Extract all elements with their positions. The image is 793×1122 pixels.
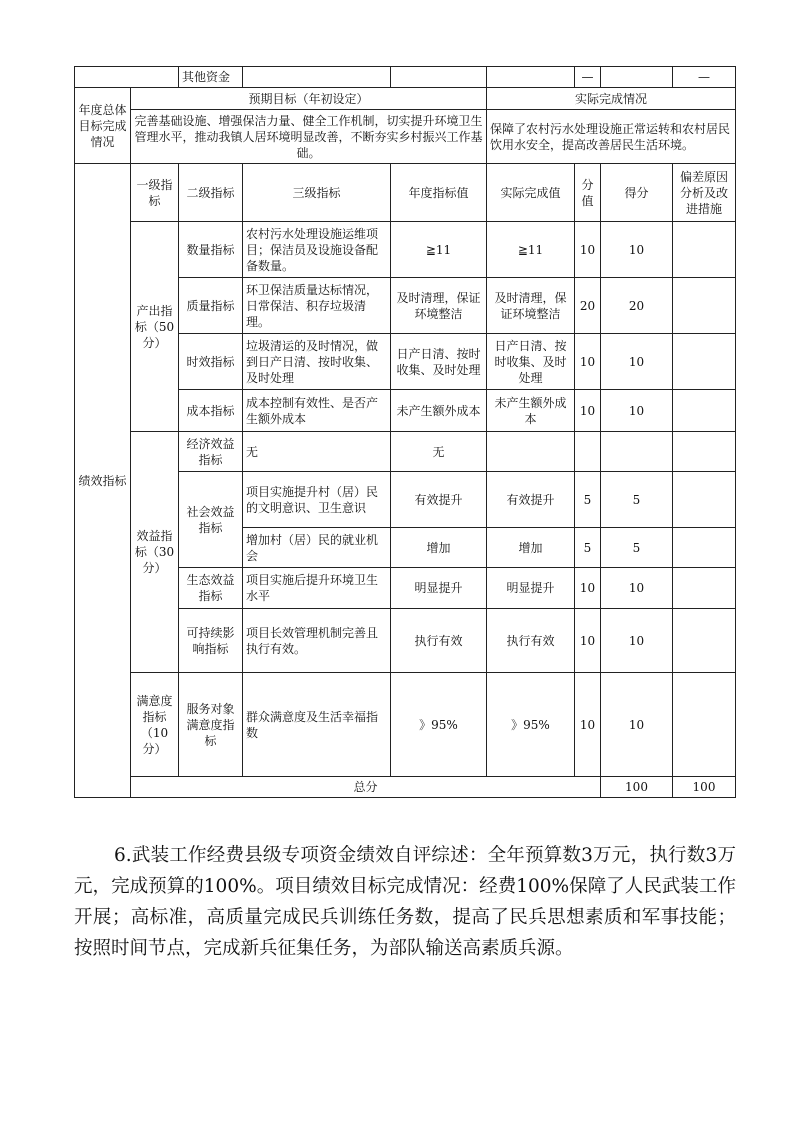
table-row-deviation xyxy=(673,472,736,528)
table-row-got: 10 xyxy=(601,609,673,673)
summary-paragraph: 6.武装工作经费县级专项资金绩效自评综述：全年预算数3万元，执行数3万元，完成预算的100%。项目绩效目标完成情况：经费100%保障了人民武装工作开展；高标准，高质量完成民兵训练任务数，提高了民兵思想素质和军事技能；按照时间节点，完成新兵征集任务，为部队输送高素质兵源。 xyxy=(74,845,736,959)
other-funds-c5: — xyxy=(673,67,736,88)
table-row-deviation xyxy=(673,222,736,278)
table-row-deviation xyxy=(673,432,736,472)
table-row-level3: 增加村（居）民的就业机会 xyxy=(243,528,391,568)
table-row-level2: 服务对象满意度指标 xyxy=(179,673,243,777)
table-row-score: 10 xyxy=(575,390,601,432)
table-row-level2: 数量指标 xyxy=(179,222,243,278)
expected-goal-text: 完善基础设施、增强保洁力量、健全工作机制，切实提升环境卫生管理水平，推动我镇人居环境明显改善，不断夯实乡村振兴工作基础。 xyxy=(131,110,487,164)
group-benefit-level1: 效益指标（30分） xyxy=(131,432,179,673)
header-score: 分值 xyxy=(575,164,601,222)
table-row-level3: 农村污水处理设施运维项目；保洁员及设施设备配备数量。 xyxy=(243,222,391,278)
table-row-actual: ≧11 xyxy=(487,222,575,278)
table-row-got: 20 xyxy=(601,278,673,334)
expected-goal-header: 预期目标（年初设定） xyxy=(131,88,487,110)
performance-table xyxy=(74,66,736,798)
table-row-level2: 社会效益指标 xyxy=(179,472,243,568)
table-row-actual: 未产生额外成本 xyxy=(487,390,575,432)
table-row-level2: 成本指标 xyxy=(179,390,243,432)
header-level3: 三级指标 xyxy=(243,164,391,222)
table-row-target: 》95% xyxy=(391,673,487,777)
table-row-got: 10 xyxy=(601,673,673,777)
total-label: 总分 xyxy=(131,777,601,798)
table-row-actual: 增加 xyxy=(487,528,575,568)
header-level1: 一级指标 xyxy=(131,164,179,222)
table-row-deviation xyxy=(673,528,736,568)
table-row-target: 日产日清、按时收集、及时处理 xyxy=(391,334,487,390)
header-got: 得分 xyxy=(601,164,673,222)
other-funds-c2 xyxy=(391,67,487,88)
table-row-score xyxy=(575,432,601,472)
performance-indicator-label: 绩效指标 xyxy=(75,164,131,798)
table-row-level2: 可持续影响指标 xyxy=(179,609,243,673)
table-row-target: 无 xyxy=(391,432,487,472)
table-row-deviation xyxy=(673,334,736,390)
total-got: 100 xyxy=(673,777,736,798)
table-row-got: 10 xyxy=(601,568,673,609)
table-row-score: 10 xyxy=(575,568,601,609)
table-row-level2: 生态效益指标 xyxy=(179,568,243,609)
table-row-actual: 日产日清、按时收集、及时处理 xyxy=(487,334,575,390)
table-row-target: 执行有效 xyxy=(391,609,487,673)
table-row-level3: 成本控制有效性、是否产生额外成本 xyxy=(243,390,391,432)
actual-completion-text: 保障了农村污水处理设施正常运转和农村居民饮用水安全，提高改善居民生活环境。 xyxy=(487,110,736,164)
total-score: 100 xyxy=(601,777,673,798)
other-funds-blank2 xyxy=(601,67,673,88)
table-row-target: ≧11 xyxy=(391,222,487,278)
table-row-got: 5 xyxy=(601,528,673,568)
table-row-score: 10 xyxy=(575,609,601,673)
group-satisfaction-level1: 满意度指标（10分） xyxy=(131,673,179,777)
other-funds-blank xyxy=(75,67,179,88)
table-row-level3: 无 xyxy=(243,432,391,472)
table-row-level3: 环卫保洁质量达标情况，日常保洁、积存垃圾清理。 xyxy=(243,278,391,334)
table-row-got: 5 xyxy=(601,472,673,528)
table-row-level3: 项目实施提升村（居）民的文明意识、卫生意识 xyxy=(243,472,391,528)
table-row-score: 10 xyxy=(575,222,601,278)
table-row-level2: 经济效益指标 xyxy=(179,432,243,472)
table-row-deviation xyxy=(673,390,736,432)
table-row-actual: 有效提升 xyxy=(487,472,575,528)
table-row-target: 及时清理，保证环境整洁 xyxy=(391,278,487,334)
table-row-deviation xyxy=(673,609,736,673)
table-row-level2: 质量指标 xyxy=(179,278,243,334)
actual-completion-header: 实际完成情况 xyxy=(487,88,736,110)
table-row-deviation xyxy=(673,568,736,609)
table-row-score: 5 xyxy=(575,528,601,568)
table-row-level2: 时效指标 xyxy=(179,334,243,390)
table-row-level3: 项目实施后提升环境卫生水平 xyxy=(243,568,391,609)
group-output-level1: 产出指标（50分） xyxy=(131,222,179,432)
header-actual: 实际完成值 xyxy=(487,164,575,222)
table-row-level3: 垃圾清运的及时情况，做到日产日清、按时收集、及时处理 xyxy=(243,334,391,390)
header-deviation: 偏差原因分析及改进措施 xyxy=(673,164,736,222)
other-funds-c3 xyxy=(487,67,575,88)
other-funds-c1 xyxy=(243,67,391,88)
table-row-score: 10 xyxy=(575,334,601,390)
table-row-target: 明显提升 xyxy=(391,568,487,609)
header-level2: 二级指标 xyxy=(179,164,243,222)
table-row-target: 增加 xyxy=(391,528,487,568)
table-row-score: 20 xyxy=(575,278,601,334)
table-row-actual: 及时清理，保证环境整洁 xyxy=(487,278,575,334)
overall-goal-label: 年度总体目标完成情况 xyxy=(75,88,131,164)
other-funds-label: 其他资金 xyxy=(179,67,243,88)
table-row-target: 有效提升 xyxy=(391,472,487,528)
table-row-deviation xyxy=(673,673,736,777)
header-target: 年度指标值 xyxy=(391,164,487,222)
other-funds-c4: — xyxy=(575,67,601,88)
table-row-target: 未产生额外成本 xyxy=(391,390,487,432)
table-row-actual: 执行有效 xyxy=(487,609,575,673)
table-row-got: 10 xyxy=(601,334,673,390)
table-row-deviation xyxy=(673,278,736,334)
table-row-actual xyxy=(487,432,575,472)
table-row-got xyxy=(601,432,673,472)
table-row-score: 5 xyxy=(575,472,601,528)
table-row-score: 10 xyxy=(575,673,601,777)
table-row-got: 10 xyxy=(601,390,673,432)
table-row-got: 10 xyxy=(601,222,673,278)
table-row-level3: 项目长效管理机制完善且执行有效。 xyxy=(243,609,391,673)
table-row-actual: 明显提升 xyxy=(487,568,575,609)
table-row-level3: 群众满意度及生活幸福指数 xyxy=(243,673,391,777)
table-row-actual: 》95% xyxy=(487,673,575,777)
